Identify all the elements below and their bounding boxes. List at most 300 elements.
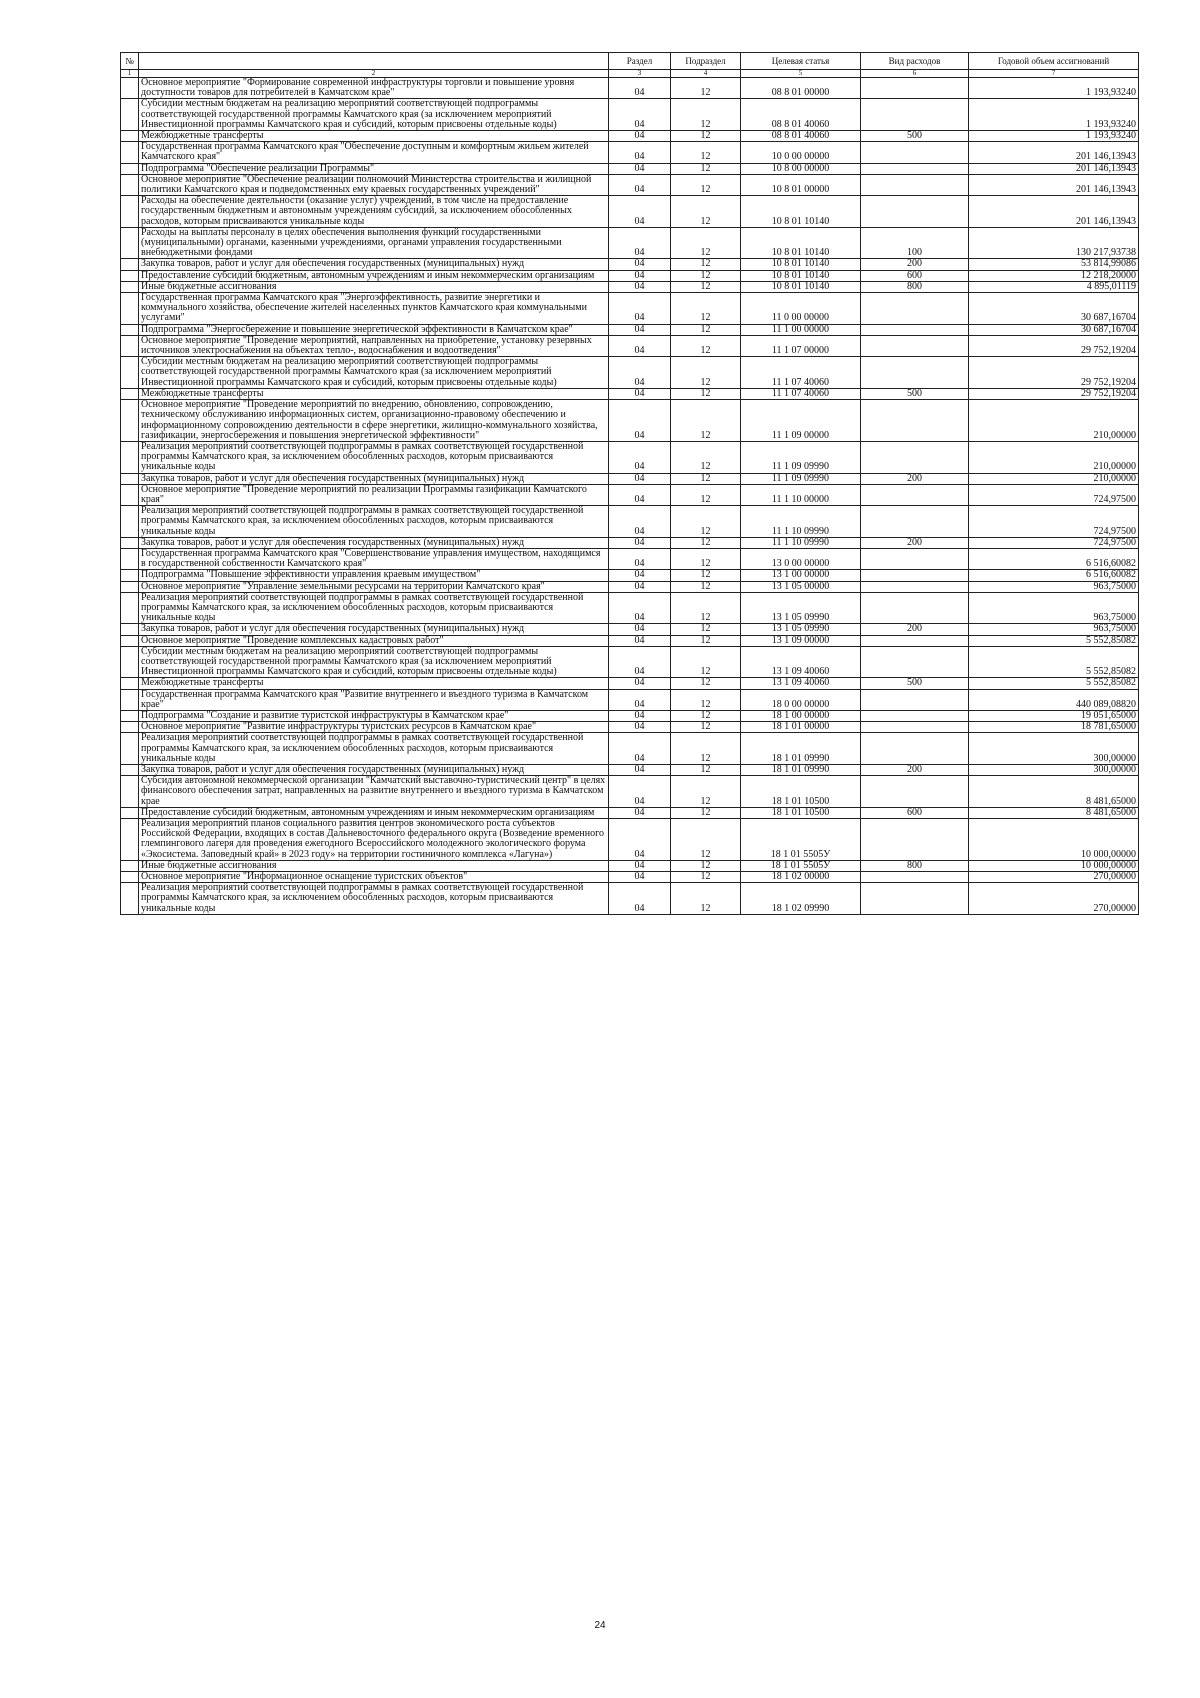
table-row	[121, 293, 1139, 325]
col-number: 3	[609, 70, 671, 78]
table-row	[121, 776, 1139, 808]
row-number-cell	[121, 548, 139, 569]
row-razdel-cell: 04	[609, 293, 671, 325]
table-row	[121, 548, 1139, 569]
table-row	[121, 872, 1139, 883]
row-tselevaya-statya-cell: 18 1 01 5505У	[741, 860, 861, 871]
row-razdel-cell: 04	[609, 259, 671, 270]
row-name-cell: Реализация мероприятий соответствующей подпрограммы в рамках соответствующей государственной программы Камчатского края, за исключением обособленных расходов, которым присваиваются уникальные коды	[139, 592, 609, 624]
row-tselevaya-statya-cell: 11 1 09 09990	[741, 473, 861, 484]
row-podrazdel-cell: 12	[671, 227, 741, 259]
row-tselevaya-statya-cell: 11 1 07 40060	[741, 388, 861, 399]
row-name-cell: Реализация мероприятий соответствующей подпрограммы в рамках соответствующей государственной программы Камчатского края, за исключением обособленных расходов, которым присваиваются уникальные коды	[139, 733, 609, 765]
row-razdel-cell: 04	[609, 163, 671, 174]
row-podrazdel-cell: 12	[671, 441, 741, 473]
row-razdel-cell: 04	[609, 592, 671, 624]
header-razdel: Раздел	[609, 53, 671, 70]
row-tselevaya-statya-cell: 11 1 00 00000	[741, 324, 861, 335]
row-name-cell: Субсидии местным бюджетам на реализацию мероприятий соответствующей подпрограммы соответствующей государственной программы Камчатского края (за исключением мероприятий Инвестиционной программы Камчатского края и субсидий, которым присвоены отдельные коды)	[139, 646, 609, 678]
row-podrazdel-cell: 12	[671, 689, 741, 710]
row-amount-cell: 12 218,20000	[969, 270, 1139, 281]
row-amount-cell: 201 146,13943	[969, 174, 1139, 195]
table-row	[121, 581, 1139, 592]
row-name-cell: Основное мероприятие "Проведение мероприятий по внедрению, обновлению, сопровождению, техническому обслуживанию информационных систем, организационно-правовому обеспечению и информационному сопровождению деятельности в сфере энергетики, жилищно-коммунального хозяйства, газификации, энергосбережения и повышения энергетической эффективности"	[139, 400, 609, 442]
header-podrazdel: Подраздел	[671, 53, 741, 70]
row-tselevaya-statya-cell: 18 1 01 09990	[741, 765, 861, 776]
row-amount-cell: 5 552,85082	[969, 678, 1139, 689]
row-tselevaya-statya-cell: 18 1 02 00000	[741, 872, 861, 883]
row-amount-cell: 8 481,65000	[969, 776, 1139, 808]
row-number-cell	[121, 281, 139, 292]
row-tselevaya-statya-cell: 13 1 09 00000	[741, 635, 861, 646]
row-name-cell: Межбюджетные трансферты	[139, 131, 609, 142]
row-number-cell	[121, 883, 139, 915]
row-name-cell: Государственная программа Камчатского края "Развитие внутреннего и въездного туризма в Камчатском крае"	[139, 689, 609, 710]
row-razdel-cell: 04	[609, 227, 671, 259]
row-number-cell	[121, 473, 139, 484]
row-amount-cell: 440 089,08820	[969, 689, 1139, 710]
row-razdel-cell: 04	[609, 883, 671, 915]
row-vid-rashodov-cell	[861, 635, 969, 646]
row-vid-rashodov-cell: 200	[861, 537, 969, 548]
table-row	[121, 678, 1139, 689]
row-vid-rashodov-cell	[861, 441, 969, 473]
row-vid-rashodov-cell	[861, 733, 969, 765]
row-amount-cell: 5 552,85082	[969, 635, 1139, 646]
row-amount-cell: 724,97500	[969, 484, 1139, 505]
row-razdel-cell: 04	[609, 506, 671, 538]
row-amount-cell: 30 687,16704	[969, 293, 1139, 325]
row-vid-rashodov-cell: 600	[861, 807, 969, 818]
row-name-cell: Реализация мероприятий соответствующей подпрограммы в рамках соответствующей государственной программы Камчатского края, за исключением обособленных расходов, которым присваиваются уникальные коды	[139, 441, 609, 473]
row-podrazdel-cell: 12	[671, 733, 741, 765]
table-row	[121, 335, 1139, 356]
table-row	[121, 163, 1139, 174]
row-podrazdel-cell: 12	[671, 678, 741, 689]
row-number-cell	[121, 400, 139, 442]
row-tselevaya-statya-cell: 18 1 01 10500	[741, 807, 861, 818]
row-number-cell	[121, 174, 139, 195]
row-name-cell: Закупка товаров, работ и услуг для обеспечения государственных (муниципальных) нужд	[139, 765, 609, 776]
header-name	[139, 53, 609, 70]
row-vid-rashodov-cell	[861, 357, 969, 389]
table-row	[121, 441, 1139, 473]
row-podrazdel-cell: 12	[671, 570, 741, 581]
table-row	[121, 484, 1139, 505]
row-number-cell	[121, 293, 139, 325]
row-podrazdel-cell: 12	[671, 722, 741, 733]
row-number-cell	[121, 78, 139, 99]
row-name-cell: Расходы на обеспечение деятельности (оказание услуг) учреждений, в том числе на предоставление государственным бюджетным и автономным учреждениям субсидий, за исключением обособленных расходов, которым присваиваются уникальные коды	[139, 196, 609, 228]
row-tselevaya-statya-cell: 08 8 01 00000	[741, 78, 861, 99]
row-razdel-cell: 04	[609, 624, 671, 635]
row-name-cell: Подпрограмма "Повышение эффективности управления краевым имуществом"	[139, 570, 609, 581]
row-razdel-cell: 04	[609, 270, 671, 281]
row-amount-cell: 10 000,00000	[969, 819, 1139, 861]
row-number-cell	[121, 807, 139, 818]
row-tselevaya-statya-cell: 11 1 09 09990	[741, 441, 861, 473]
row-tselevaya-statya-cell: 18 1 00 00000	[741, 710, 861, 721]
row-tselevaya-statya-cell: 13 1 09 40060	[741, 646, 861, 678]
row-amount-cell: 210,00000	[969, 400, 1139, 442]
row-tselevaya-statya-cell: 11 1 10 09990	[741, 537, 861, 548]
row-vid-rashodov-cell: 200	[861, 259, 969, 270]
row-tselevaya-statya-cell: 10 8 01 10140	[741, 196, 861, 228]
row-number-cell	[121, 506, 139, 538]
row-podrazdel-cell: 12	[671, 883, 741, 915]
row-name-cell: Реализация мероприятий планов социального развития центров экономического роста субъектов Российской Федерации, входящих в состав Дальневосточного федерального округа (Возведение временного глемпингового лагеря для проведения ежегодного Всероссийского молодежного экологического форума «Экосистема. Заповедный край» в 2023 году» на территории гостиничного комплекса «Лагуна»)	[139, 819, 609, 861]
row-podrazdel-cell: 12	[671, 860, 741, 871]
row-razdel-cell: 04	[609, 484, 671, 505]
row-vid-rashodov-cell	[861, 142, 969, 163]
row-amount-cell: 724,97500	[969, 537, 1139, 548]
row-podrazdel-cell: 12	[671, 78, 741, 99]
row-vid-rashodov-cell: 500	[861, 388, 969, 399]
row-name-cell: Реализация мероприятий соответствующей подпрограммы в рамках соответствующей государственной программы Камчатского края, за исключением обособленных расходов, которым присваиваются уникальные коды	[139, 506, 609, 538]
table-row	[121, 710, 1139, 721]
row-amount-cell: 963,75000	[969, 581, 1139, 592]
row-vid-rashodov-cell: 200	[861, 624, 969, 635]
row-name-cell: Основное мероприятие "Управление земельными ресурсами на территории Камчатского края"	[139, 581, 609, 592]
table-row	[121, 270, 1139, 281]
row-amount-cell: 5 552,85082	[969, 646, 1139, 678]
table-row	[121, 174, 1139, 195]
row-name-cell: Государственная программа Камчатского края "Совершенствование управления имуществом, находящимся в государственной собственности Камчатского края"	[139, 548, 609, 569]
row-amount-cell: 201 146,13943	[969, 142, 1139, 163]
row-tselevaya-statya-cell: 13 1 00 00000	[741, 570, 861, 581]
row-podrazdel-cell: 12	[671, 174, 741, 195]
row-vid-rashodov-cell	[861, 99, 969, 131]
col-number: 7	[969, 70, 1139, 78]
row-podrazdel-cell: 12	[671, 99, 741, 131]
row-name-cell: Подпрограмма "Энергосбережение и повышение энергетической эффективности в Камчатском крае"	[139, 324, 609, 335]
row-name-cell: Межбюджетные трансферты	[139, 388, 609, 399]
row-razdel-cell: 04	[609, 765, 671, 776]
row-name-cell: Государственная программа Камчатского края "Энергоэффективность, развитие энергетики и коммунального хозяйства, обеспечение жителей населенных пунктов Камчатского края коммунальными услугами"	[139, 293, 609, 325]
row-tselevaya-statya-cell: 11 1 10 09990	[741, 506, 861, 538]
table-row	[121, 131, 1139, 142]
row-name-cell: Основное мероприятие "Проведение мероприятий, направленных на приобретение, установку резервных источников электроснабжения на объектах тепло-, водоснабжения и водоотведения"	[139, 335, 609, 356]
row-razdel-cell: 04	[609, 473, 671, 484]
row-razdel-cell: 04	[609, 196, 671, 228]
col-number: 6	[861, 70, 969, 78]
row-number-cell	[121, 196, 139, 228]
row-number-cell	[121, 270, 139, 281]
row-name-cell: Государственная программа Камчатского края "Обеспечение доступным и комфортным жильем жителей Камчатского края"	[139, 142, 609, 163]
row-tselevaya-statya-cell: 10 8 01 10140	[741, 259, 861, 270]
row-razdel-cell: 04	[609, 357, 671, 389]
row-number-cell	[121, 142, 139, 163]
row-number-cell	[121, 689, 139, 710]
row-tselevaya-statya-cell: 18 1 01 5505У	[741, 819, 861, 861]
row-vid-rashodov-cell	[861, 689, 969, 710]
row-amount-cell: 30 687,16704	[969, 324, 1139, 335]
row-razdel-cell: 04	[609, 710, 671, 721]
budget-document	[120, 52, 1138, 915]
row-amount-cell: 270,00000	[969, 872, 1139, 883]
row-number-cell	[121, 99, 139, 131]
table-row	[121, 142, 1139, 163]
table-row	[121, 281, 1139, 292]
row-number-cell	[121, 484, 139, 505]
row-tselevaya-statya-cell: 13 1 05 09990	[741, 624, 861, 635]
row-tselevaya-statya-cell: 18 1 01 00000	[741, 722, 861, 733]
col-number: 1	[121, 70, 139, 78]
row-amount-cell: 300,00000	[969, 733, 1139, 765]
row-name-cell: Закупка товаров, работ и услуг для обеспечения государственных (муниципальных) нужд	[139, 537, 609, 548]
row-razdel-cell: 04	[609, 441, 671, 473]
row-podrazdel-cell: 12	[671, 646, 741, 678]
table-row	[121, 819, 1139, 861]
row-razdel-cell: 04	[609, 388, 671, 399]
row-vid-rashodov-cell	[861, 196, 969, 228]
header-vid-rashodov: Вид расходов	[861, 53, 969, 70]
row-podrazdel-cell: 12	[671, 537, 741, 548]
row-tselevaya-statya-cell: 13 1 05 00000	[741, 581, 861, 592]
row-number-cell	[121, 733, 139, 765]
table-row	[121, 400, 1139, 442]
table-row	[121, 196, 1139, 228]
row-amount-cell: 130 217,93738	[969, 227, 1139, 259]
row-number-cell	[121, 635, 139, 646]
row-podrazdel-cell: 12	[671, 142, 741, 163]
row-podrazdel-cell: 12	[671, 635, 741, 646]
row-amount-cell: 10 000,00000	[969, 860, 1139, 871]
row-podrazdel-cell: 12	[671, 357, 741, 389]
row-vid-rashodov-cell: 800	[861, 281, 969, 292]
table-body	[121, 78, 1139, 915]
row-vid-rashodov-cell	[861, 324, 969, 335]
row-razdel-cell: 04	[609, 570, 671, 581]
page-number: 24	[594, 1620, 606, 1631]
row-name-cell: Субсидия автономной некоммерческой организации "Камчатский выставочно-туристический центр" в целях финансового обеспечения затрат, направленных на развитие внутреннего и въездного туризма в Камчатском крае	[139, 776, 609, 808]
row-vid-rashodov-cell: 500	[861, 678, 969, 689]
row-number-cell	[121, 131, 139, 142]
row-name-cell: Подпрограмма "Создание и развитие туристской инфраструктуры в Камчатском крае"	[139, 710, 609, 721]
row-tselevaya-statya-cell: 11 0 00 00000	[741, 293, 861, 325]
row-vid-rashodov-cell	[861, 872, 969, 883]
row-name-cell: Субсидии местным бюджетам на реализацию мероприятий соответствующей подпрограммы соответствующей государственной программы Камчатского края (за исключением мероприятий Инвестиционной программы Камчатского края и субсидий, которым присвоены отдельные коды)	[139, 99, 609, 131]
row-tselevaya-statya-cell: 18 0 00 00000	[741, 689, 861, 710]
table-row	[121, 99, 1139, 131]
table-row	[121, 765, 1139, 776]
row-razdel-cell: 04	[609, 860, 671, 871]
row-vid-rashodov-cell	[861, 548, 969, 569]
row-number-cell	[121, 872, 139, 883]
row-name-cell: Иные бюджетные ассигнования	[139, 281, 609, 292]
row-vid-rashodov-cell	[861, 400, 969, 442]
row-razdel-cell: 04	[609, 635, 671, 646]
row-razdel-cell: 04	[609, 733, 671, 765]
row-amount-cell: 210,00000	[969, 473, 1139, 484]
row-razdel-cell: 04	[609, 324, 671, 335]
row-tselevaya-statya-cell: 10 8 00 00000	[741, 163, 861, 174]
table-row	[121, 733, 1139, 765]
row-number-cell	[121, 537, 139, 548]
table-row	[121, 357, 1139, 389]
row-vid-rashodov-cell: 800	[861, 860, 969, 871]
row-podrazdel-cell: 12	[671, 807, 741, 818]
row-amount-cell: 19 051,65000	[969, 710, 1139, 721]
table-row	[121, 506, 1139, 538]
row-amount-cell: 300,00000	[969, 765, 1139, 776]
row-podrazdel-cell: 12	[671, 624, 741, 635]
row-razdel-cell: 04	[609, 537, 671, 548]
row-amount-cell: 8 481,65000	[969, 807, 1139, 818]
row-tselevaya-statya-cell: 10 0 00 00000	[741, 142, 861, 163]
row-name-cell: Межбюджетные трансферты	[139, 678, 609, 689]
row-podrazdel-cell: 12	[671, 270, 741, 281]
row-amount-cell: 29 752,19204	[969, 357, 1139, 389]
row-tselevaya-statya-cell: 11 1 09 00000	[741, 400, 861, 442]
row-number-cell	[121, 259, 139, 270]
header-num: №	[121, 53, 139, 70]
col-number: 4	[671, 70, 741, 78]
row-razdel-cell: 04	[609, 722, 671, 733]
row-name-cell: Иные бюджетные ассигнования	[139, 860, 609, 871]
row-number-cell	[121, 765, 139, 776]
row-tselevaya-statya-cell: 11 1 07 40060	[741, 357, 861, 389]
row-podrazdel-cell: 12	[671, 776, 741, 808]
table-row	[121, 592, 1139, 624]
row-podrazdel-cell: 12	[671, 473, 741, 484]
row-name-cell: Основное мероприятие "Информационное оснащение туристских объектов"	[139, 872, 609, 883]
row-vid-rashodov-cell: 200	[861, 765, 969, 776]
row-number-cell	[121, 163, 139, 174]
table-row	[121, 324, 1139, 335]
row-amount-cell: 724,97500	[969, 506, 1139, 538]
row-number-cell	[121, 324, 139, 335]
row-number-cell	[121, 581, 139, 592]
table-row	[121, 883, 1139, 915]
table-row	[121, 646, 1139, 678]
row-name-cell: Основное мероприятие "Развитие инфраструктуры туристских ресурсов в Камчатском крае"	[139, 722, 609, 733]
row-tselevaya-statya-cell: 13 1 09 40060	[741, 678, 861, 689]
row-tselevaya-statya-cell: 11 1 10 00000	[741, 484, 861, 505]
table-row	[121, 689, 1139, 710]
row-name-cell: Предоставление субсидий бюджетным, автономным учреждениям и иным некоммерческим организациям	[139, 270, 609, 281]
row-amount-cell: 1 193,93240	[969, 131, 1139, 142]
row-amount-cell: 963,75000	[969, 624, 1139, 635]
row-name-cell: Основное мероприятие "Обеспечение реализации полномочий Министерства строительства и жилищной политики Камчатского края и подведомственных ему краевых государственных учреждений"	[139, 174, 609, 195]
row-number-cell	[121, 710, 139, 721]
row-number-cell	[121, 357, 139, 389]
row-number-cell	[121, 819, 139, 861]
row-vid-rashodov-cell	[861, 819, 969, 861]
row-razdel-cell: 04	[609, 646, 671, 678]
row-podrazdel-cell: 12	[671, 259, 741, 270]
row-vid-rashodov-cell	[861, 883, 969, 915]
row-podrazdel-cell: 12	[671, 163, 741, 174]
row-name-cell: Закупка товаров, работ и услуг для обеспечения государственных (муниципальных) нужд	[139, 473, 609, 484]
row-tselevaya-statya-cell: 08 8 01 40060	[741, 131, 861, 142]
table-row	[121, 227, 1139, 259]
row-razdel-cell: 04	[609, 581, 671, 592]
header-godovoi-obem: Годовой объем ассигнований	[969, 53, 1139, 70]
row-podrazdel-cell: 12	[671, 196, 741, 228]
row-number-cell	[121, 441, 139, 473]
table-row	[121, 473, 1139, 484]
row-number-cell	[121, 776, 139, 808]
row-razdel-cell: 04	[609, 776, 671, 808]
row-vid-rashodov-cell	[861, 592, 969, 624]
table-row	[121, 78, 1139, 99]
row-vid-rashodov-cell	[861, 163, 969, 174]
row-number-cell	[121, 646, 139, 678]
table-row	[121, 259, 1139, 270]
row-tselevaya-statya-cell: 18 1 01 10500	[741, 776, 861, 808]
row-amount-cell: 29 752,19204	[969, 335, 1139, 356]
row-number-cell	[121, 592, 139, 624]
row-podrazdel-cell: 12	[671, 388, 741, 399]
row-vid-rashodov-cell	[861, 776, 969, 808]
row-podrazdel-cell: 12	[671, 400, 741, 442]
row-amount-cell: 1 193,93240	[969, 78, 1139, 99]
row-number-cell	[121, 624, 139, 635]
row-podrazdel-cell: 12	[671, 506, 741, 538]
row-number-cell	[121, 860, 139, 871]
row-amount-cell: 270,00000	[969, 883, 1139, 915]
row-vid-rashodov-cell	[861, 484, 969, 505]
row-name-cell: Предоставление субсидий бюджетным, автономным учреждениям и иным некоммерческим организациям	[139, 807, 609, 818]
row-amount-cell: 963,75000	[969, 592, 1139, 624]
row-podrazdel-cell: 12	[671, 592, 741, 624]
row-number-cell	[121, 388, 139, 399]
table-row	[121, 635, 1139, 646]
row-tselevaya-statya-cell: 13 1 05 09990	[741, 592, 861, 624]
row-razdel-cell: 04	[609, 142, 671, 163]
row-number-cell	[121, 227, 139, 259]
row-name-cell: Реализация мероприятий соответствующей подпрограммы в рамках соответствующей государственной программы Камчатского края, за исключением обособленных расходов, которым присваиваются уникальные коды	[139, 883, 609, 915]
col-number: 2	[139, 70, 609, 78]
row-amount-cell: 1 193,93240	[969, 99, 1139, 131]
row-amount-cell: 18 781,65000	[969, 722, 1139, 733]
header-tselevaya-statya: Целевая статья	[741, 53, 861, 70]
row-name-cell: Основное мероприятие "Формирование современной инфраструктуры торговли и повышение уровня доступности товаров для потребителей в Камчатском крае"	[139, 78, 609, 99]
row-vid-rashodov-cell	[861, 293, 969, 325]
row-podrazdel-cell: 12	[671, 293, 741, 325]
row-amount-cell: 6 516,60082	[969, 570, 1139, 581]
row-razdel-cell: 04	[609, 872, 671, 883]
row-vid-rashodov-cell: 200	[861, 473, 969, 484]
row-number-cell	[121, 335, 139, 356]
row-vid-rashodov-cell: 100	[861, 227, 969, 259]
row-name-cell: Расходы на выплаты персоналу в целях обеспечения выполнения функций государственными (муниципальными) органами, казенными учреждениями, органами управления государственными внебюджетными фондами	[139, 227, 609, 259]
row-podrazdel-cell: 12	[671, 324, 741, 335]
row-podrazdel-cell: 12	[671, 281, 741, 292]
row-amount-cell: 6 516,60082	[969, 548, 1139, 569]
row-amount-cell: 201 146,13943	[969, 196, 1139, 228]
row-vid-rashodov-cell	[861, 78, 969, 99]
row-podrazdel-cell: 12	[671, 819, 741, 861]
row-name-cell: Основное мероприятие "Проведение мероприятий по реализации Программы газификации Камчатского края"	[139, 484, 609, 505]
row-razdel-cell: 04	[609, 78, 671, 99]
row-podrazdel-cell: 12	[671, 335, 741, 356]
table-row	[121, 570, 1139, 581]
row-amount-cell: 53 814,99086	[969, 259, 1139, 270]
row-name-cell: Подпрограмма "Обеспечение реализации Программы"	[139, 163, 609, 174]
row-tselevaya-statya-cell: 08 8 01 40060	[741, 99, 861, 131]
row-name-cell: Субсидии местным бюджетам на реализацию мероприятий соответствующей подпрограммы соответствующей государственной программы Камчатского края (за исключением мероприятий Инвестиционной программы Камчатского края и субсидий, которым присвоены отдельные коды)	[139, 357, 609, 389]
row-amount-cell: 201 146,13943	[969, 163, 1139, 174]
row-podrazdel-cell: 12	[671, 484, 741, 505]
row-razdel-cell: 04	[609, 807, 671, 818]
row-tselevaya-statya-cell: 10 8 01 10140	[741, 227, 861, 259]
table-row	[121, 388, 1139, 399]
row-number-cell	[121, 722, 139, 733]
row-podrazdel-cell: 12	[671, 710, 741, 721]
row-razdel-cell: 04	[609, 678, 671, 689]
